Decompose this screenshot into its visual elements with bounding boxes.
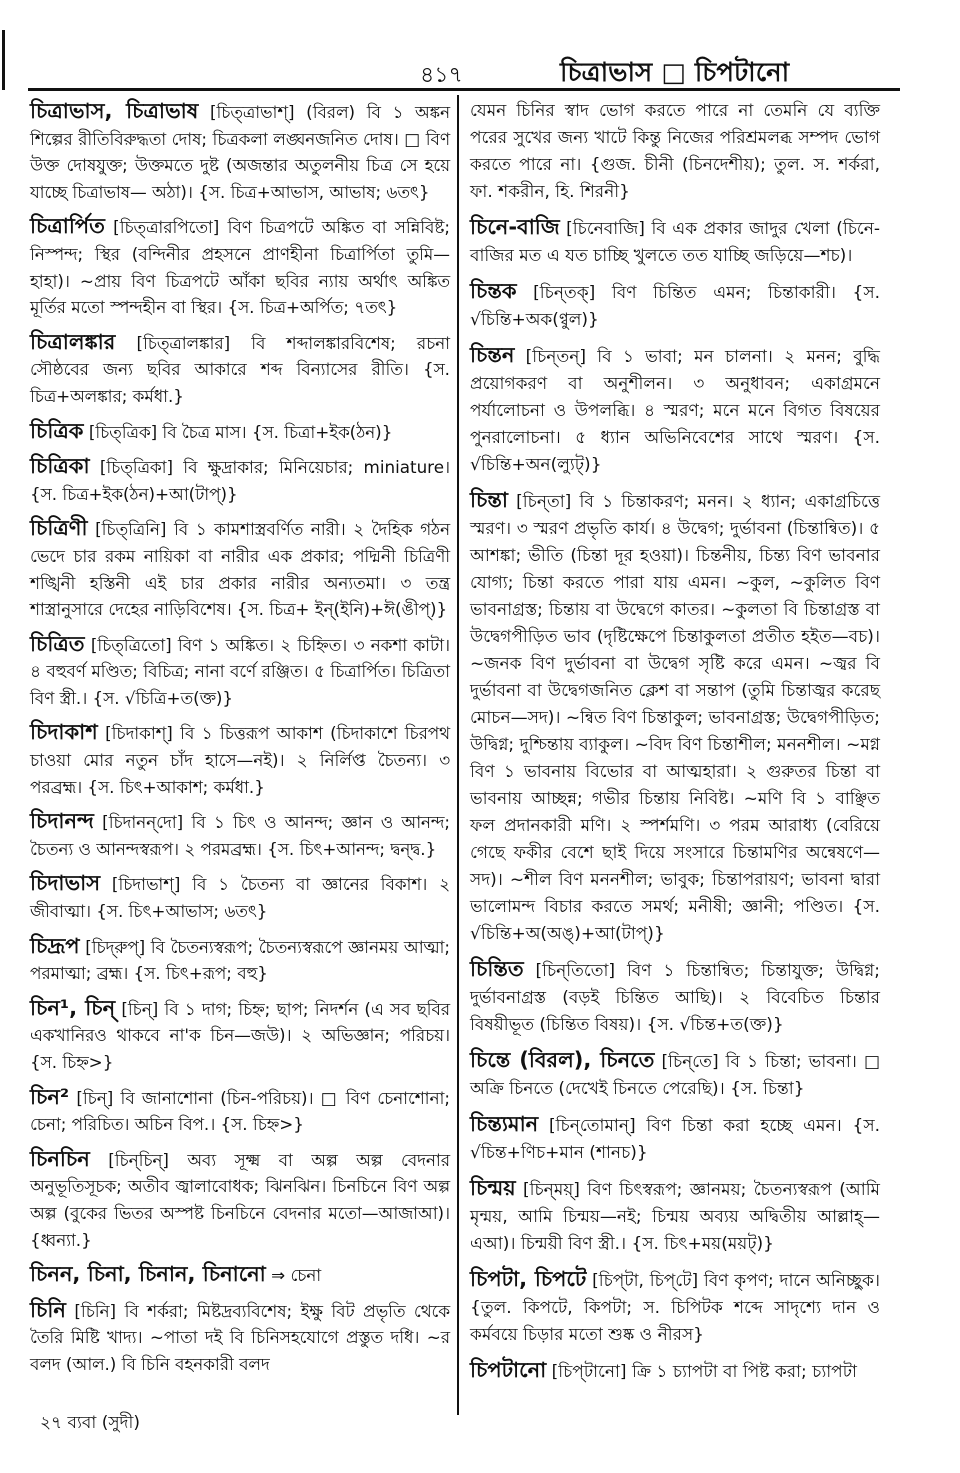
entry-definition: [চিপ্‌টা, চিপ্‌টে] বিণ কৃপণ; দানে অনিচ্ছুক। {তুল. কিপটে, কিপটা; স. চিপিটক শব্দে সাদৃশ্যে দান ও কর্মবয়ে চিড়ার মতো শুষ্ক ও নীরস} — [470, 1271, 880, 1345]
left-column — [30, 98, 450, 1386]
entry-definition: [চিদানন্‌দো] বি ১ চিৎ ও আনন্দ; জ্ঞান ও আনন্দ; চৈতন্য ও আনন্দস্বরূপ। ২ পরমব্রহ্ম। {স. চিৎ+আনন্দ; দ্বন্দ্ব.} — [30, 812, 450, 859]
entry-definition: [চিন্‌তা] বি ১ চিন্তাকরণ; মনন। ২ ধ্যান; একাগ্রচিত্তে স্মরণ। ৩ স্মরণ প্রভৃতি কার্য। ৪ উদ্বেগ; দুর্ভাবনা (চিন্তান্বিত)। ৫ আশঙ্কা; ভীতি (চিন্তা দূর হওয়া)। চিন্তনীয়, চিন্ত্য বিণ ভাবনার যোগ্য; চিন্তা করতে পারা যায় এমন। ~কুল, ~কুলিত বিণ ভাবনাগ্রস্ত; চিন্তায় বা উদ্বেগে কাতর। ~কুলতা বি চিন্তাগ্রস্ত বা উদ্বেগপীড়িত ভাব (দৃষ্টিক্ষেপে চিন্তাকুলতা প্রতীত হইত—বচ)। ~জনক বিণ দুর্ভাবনা বা উদ্বেগ সৃষ্টি করে এমন। ~জ্বর বি দুর্ভাবনা বা উদ্বেগজনিত ক্লেশ বা সন্তাপ (তুমি চিন্তাজ্বর করেছ মোচন—সদ)। ~ন্বিত বিণ চিন্তাকুল; ভাবনাগ্রস্ত; উদ্বেগপীড়িত; উদ্বিগ্ন; দুশ্চিন্তায় ব্যাকুল। ~বিদ বিণ চিন্তাশীল; মননশীল। ~মগ্ন বিণ ১ ভাবনায় বিভোর বা আত্মহারা। ২ গুরুতর চিন্তা বা ভাবনায় আচ্ছন্ন; গভীর চিন্তায় নিবিষ্ট। ~মণি বি ১ বাঞ্ছিত ফল প্রদানকারী মণি। ২ স্পর্শমণি। ৩ পরম আরাধ্য (বেরিয়ে গেছে ফকীর বেশে ছাই দিয়ে সংসারে চিন্তামণির অন্বেষণে—সদ)। ~শীল বিণ মননশীল; ভাবুক; চিন্তাপরায়ণ; ভাবনা দ্বারা ভালোমন্দ বিচার করতে সমর্থ; মনীষী; জ্ঞানী; পণ্ডিত। {স. √চিন্তি+অ(অঙ্)+আ(টাপ্)} — [470, 492, 881, 944]
entry-definition: [চিত্‌ত্রিক] বি চৈত্র মাস। {স. চিত্রা+ইক(ঠন)} — [88, 421, 393, 442]
entry-headword: চিদ্রূপ — [30, 933, 80, 958]
entry-headword: চিদাকাশ — [30, 720, 98, 745]
dictionary-entry — [470, 1047, 880, 1103]
entry-headword: চিন্তিত — [470, 957, 524, 981]
entry-headword: চিদানন্দ — [30, 809, 94, 834]
entry-headword: চিনে-বাজি — [470, 215, 560, 239]
entry-headword: চিন¹, চিন্ — [30, 995, 116, 1020]
entry-headword: চিনন, চিনা, চিনান, চিনানো — [30, 1262, 266, 1287]
entry-headword: চিত্রিণী — [30, 516, 88, 541]
header-rule — [28, 88, 900, 91]
dictionary-entry — [470, 214, 880, 270]
dictionary-entry — [30, 1297, 450, 1378]
dictionary-entry — [30, 870, 450, 924]
dictionary-entry — [30, 719, 450, 800]
column-divider — [457, 95, 459, 1415]
entry-definition: [চিত্‌ত্রালঙ্কার] বি শব্দালঙ্কারবিশেষ; রচনা সৌষ্ঠবের জন্য ছবির আকারে শব্দ বিন্যাসের রীতি। {স. চিত্র+অলঙ্কার; কর্মধা.} — [30, 332, 450, 406]
entry-definition: [চিন্‌চিন্] অব্য সূক্ষ্ম বা অল্প অল্প বেদনার অনুভূতিসূচক; অতীব জ্বালাবোধক; ঝিনঝিন। চিনচিনে বিণ অল্প অল্প (বুকের ভিতর অস্পষ্ট চিনচিনে বেদনার মতো—আজাআ)। {ধ্বন্যা.} — [30, 1149, 450, 1250]
dictionary-entry — [470, 278, 880, 334]
dictionary-entry — [470, 1175, 880, 1258]
dictionary-entry — [30, 418, 450, 446]
dictionary-entry — [30, 515, 450, 622]
entry-definition: [চিত্‌ত্রিতো] বিণ ১ অঙ্কিত। ২ চিহ্নিত। ৩ নকশা কাটা। ৪ বহুবর্ণ মণ্ডিত; বিচিত্র; নানা বর্ণে রঞ্জিত। ৫ চিত্রার্পিত। চিত্রিতা বিণ স্ত্রী.। {স. √চিত্রি+ত(ক্ত)} — [30, 634, 451, 708]
entry-headword: চিত্রার্পিত — [30, 214, 105, 239]
entry-definition: [চিন্‌তোমান্] বিণ চিন্তা করা হচ্ছে এমন। {স. √চিন্ত+ণিচ+মান (শানচ)} — [470, 1116, 880, 1163]
entry-definition: [চিত্‌ত্রিনি] বি ১ কামশাস্ত্রবর্ণিত নারী। ২ দৈহিক গঠন ভেদে চার রকম নায়িকা বা নারীর এক প্রকার; পদ্মিনী চিত্রিণী শঙ্খিনী হস্তিনী এই চার প্রকার নারীর অন্যতমা। ৩ তন্ত্র শাস্ত্রানুসারে দেহের নাড়িবিশেষ। {স. চিত্র+ ইন্(ইনি)+ঈ(ঙীপ্)} — [30, 519, 451, 620]
entry-headword: চিন্তন — [470, 343, 515, 367]
entry-definition: [চিদ্‌রুপ্] বি চৈতন্যস্বরূপ; চৈতন্যস্বরূপে জ্ঞানময় আত্মা; পরমাত্মা; ব্রহ্ম। {স. চিৎ+রূপ; বহু} — [30, 936, 450, 984]
entry-headword: চিন্তা — [470, 488, 508, 512]
entry-definition: [চিন্‌ময়্] বিণ চিৎস্বরূপ; জ্ঞানময়; চৈতন্যস্বরূপ (আমি মৃন্ময়, আমি চিন্ময়—নই; চিন্ময় অব্যয় অদ্বিতীয় আল্লাহ্—এআ)। চিন্ময়ী বিণ স্ত্রী.। {স. চিৎ+ময়(ময়ট্)} — [470, 1180, 880, 1254]
dictionary-entry — [30, 329, 450, 410]
entry-definition: [চিনি] বি শর্করা; মিষ্টদ্রব্যবিশেষ; ইক্ষু বিট প্রভৃতি থেকে তৈরি মিষ্টি খাদ্য। ~পাতা দই বি চিনিসহযোগে প্রস্তুত দধি। ~র বলদ (আল.) বি চিনি বহনকারী বলদ — [30, 1300, 450, 1374]
entry-headword: চিত্রিক — [30, 418, 84, 443]
entry-definition: [চিত্‌ত্রাভাশ্] (বিরল) বি ১ অঙ্কন শিল্পের রীতিবিরুদ্ধতা দোষ; চিত্রকলা লঙ্ঘনজনিত দোষ। □ বিণ উক্ত দোষযুক্ত; উক্তমতে দুষ্ট (অজন্তার অতুলনীয় চিত্র সে হয়ে যাচ্ছে চিত্রাভাষ— অঠা)। {স. চিত্র+আভাস, আভাষ; ৬তৎ} — [30, 102, 450, 202]
entry-definition: [চিন্‌তিতো] বিণ ১ চিন্তান্বিত; চিন্তাযুক্ত; উদ্বিগ্ন; দুর্ভাবনাগ্রস্ত (বড়ই চিন্তিত আছি)। ২ বিবেচিত চিন্তার বিষয়ীভূত (চিন্তিত বিষয়)। {স. √চিন্ত+ত(ক্ত)} — [470, 961, 880, 1035]
entry-definition: [চিত্‌ত্রিকা] বি ক্ষুদ্রাকার; মিনিয়েচার; miniature। {স. চিত্র+ইক(ঠন)+আ(টাপ্)} — [30, 457, 451, 504]
entry-definition: [চিদাভাশ্] বি ১ চৈতন্য বা জ্ঞানের বিকাশ। ২ জীবাত্মা। {স. চিৎ+আভাস; ৬তৎ} — [30, 874, 450, 922]
dictionary-entry — [470, 1357, 880, 1386]
entry-headword: চিন্তে (বিরল), চিনতে — [470, 1048, 655, 1072]
entry-headword: চিন্তক — [470, 279, 517, 303]
dictionary-entry — [470, 956, 880, 1039]
dictionary-entry — [30, 1146, 450, 1253]
page-number: ৪১৭ — [420, 63, 463, 88]
dictionary-entry — [30, 995, 450, 1076]
entry-headword: চিনচিন — [30, 1146, 90, 1171]
entry-definition: [চিন্‌তন্] বি ১ ভাবা; মন চালনা। ২ মনন; বুদ্ধি প্রয়োগকরণ বা অনুশীলন। ৩ অনুধাবন; একাগ্রমনে পর্যালোচনা ও উপলব্ধি। ৪ স্মরণ; মনে মনে বিগত বিষয়ের পুনরালোচনা। ৫ ধ্যান অভিনিবেশের সাথে স্মরণ। {স. √চিন্তি+অন(ল্যুট্)} — [470, 347, 880, 475]
dictionary-entry — [30, 453, 450, 507]
entry-headword: চিন্ময় — [470, 1176, 516, 1200]
entry-headword: চিদাভাস — [30, 871, 101, 896]
dictionary-entry — [470, 98, 880, 206]
binding-mark — [2, 30, 5, 90]
entry-headword: চিত্রালঙ্কার — [30, 329, 116, 354]
entry-headword: চিপটানো — [470, 1358, 547, 1382]
entry-headword: চিত্রাভাস, চিত্রাভাষ — [30, 99, 199, 123]
entry-headword: চিত্রিত — [30, 631, 85, 656]
entry-definition: [চিনেবাজি] বি এক প্রকার জাদুর খেলা (চিনে-বাজির মত এ যত চাচ্ছি খুলতে তত যাচ্ছি জড়িয়ে—শচ)। — [470, 219, 881, 266]
entry-definition: [চিদাকাশ্] বি ১ চিত্তরূপ আকাশ (চিদাকাশে চিরপথ চাওয়া মোর নতুন চাঁদ হাসে—নই)। ২ নির্লিপ্ত চৈতন্য। ৩ পরব্রহ্ম। {স. চিৎ+আকাশ; কর্মধা.} — [30, 723, 451, 797]
dictionary-entry — [470, 487, 880, 948]
entry-headword: চিনি — [30, 1297, 66, 1322]
entry-definition: [চিপ্‌টানো] ক্রি ১ চ্যাপটা বা পিষ্ট করা; চ্যাপটা — [551, 1362, 857, 1382]
right-column — [470, 98, 880, 1394]
dictionary-entry — [470, 342, 880, 479]
dictionary-entry — [30, 1084, 450, 1138]
dictionary-entry — [30, 213, 450, 320]
dictionary-entry — [30, 98, 450, 205]
dictionary-entry — [470, 1266, 880, 1349]
dictionary-entry — [30, 933, 450, 987]
entry-definition: [চিন্‌তক্] বিণ চিন্তিত এমন; চিন্তাকারী। {স. √চিন্তি+অক(ণ্বুল)} — [470, 283, 881, 330]
entry-definition: ⇒ চেনা — [271, 1265, 322, 1286]
entry-definition: [চিন্‌তে] বি ১ চিন্তা; ভাবনা। □ অক্রি চিনতে (দেখেই চিনতে পেরেছি)। {স. চিন্তা} — [470, 1052, 881, 1099]
dictionary-entry — [30, 808, 450, 862]
entry-headword: চিন্ত্যমান — [470, 1112, 539, 1136]
entry-definition: [চিন্] বি ১ দাগ; চিহ্ন; ছাপ; নিদর্শন (এ সব ছবির একখানিরও থাকবে না'ক চিন—জউ)। ২ অভিজ্ঞান; পরিচয়। {স. চিহ্ন>} — [30, 998, 450, 1072]
entry-definition: [চিত্‌ত্রারপিতো] বিণ চিত্রপটে অঙ্কিত বা সন্নিবিষ্ট; নিস্পন্দ; স্থির (বন্দিনীর প্রহসনে প্রাণহীনা চিত্রার্পিতা তুমি—হাহা)। ~প্রায় বিণ চিত্রপটে আঁকা ছবির ন্যায় অর্থাৎ অঙ্কিত মূর্তির মতো স্পন্দহীন বা স্থির। {স. চিত্র+অর্পিত; ৭তৎ} — [30, 217, 450, 318]
entry-definition: যেমন চিনির স্বাদ ভোগ করতে পারে না তেমনি যে ব্যক্তি পরের সুখের জন্য খাটে কিন্তু নিজের পরিশ্রমলব্ধ সম্পদ ভোগ করতে পারে না। {গুজ. চীনী (চিনদেশীয়); তুল. স. শর্করা, ফা. শকরীন, হি. শিরনী} — [470, 101, 880, 202]
entry-headword: চিন² — [30, 1084, 70, 1109]
footer-signature: ২৭ ব্যবা (সুদী) — [40, 1413, 140, 1433]
dictionary-entry — [30, 631, 450, 712]
entry-headword: চিপটা, চিপটে — [470, 1267, 587, 1291]
dictionary-entry — [470, 1111, 880, 1167]
dictionary-entry — [30, 1261, 450, 1289]
guide-words: চিত্রাভাস □ চিপটানো — [560, 58, 790, 88]
entry-definition: [চিন্] বি জানাশোনা (চিন-পরিচয়)। □ বিণ চেনাশোনা; চেনা; পরিচিত। অচিন বিপ.। {স. চিহ্ন>} — [30, 1087, 450, 1135]
entry-headword: চিত্রিকা — [30, 454, 90, 479]
